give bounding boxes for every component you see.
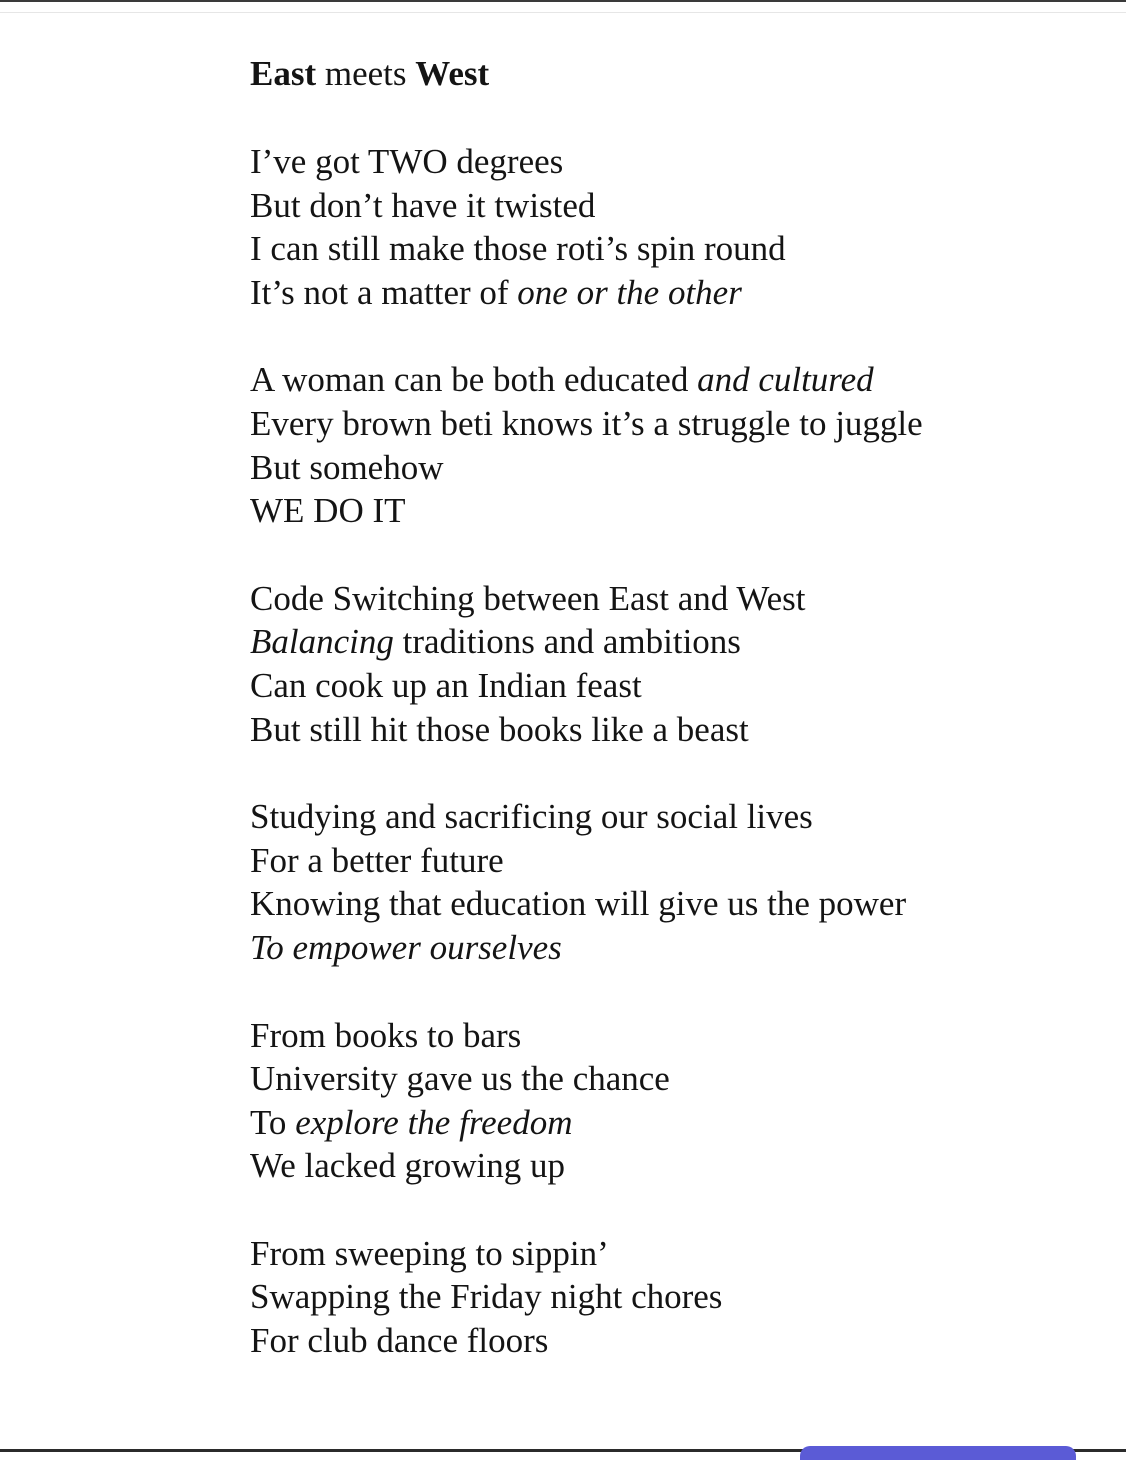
poem-line — [250, 358, 1090, 402]
poem-line — [250, 839, 1090, 883]
line-text: But still hit those books like a beast — [250, 709, 749, 749]
poem-line — [250, 620, 1090, 664]
title-meets: meets — [316, 54, 416, 93]
italic-text: Balancing — [250, 622, 394, 662]
poem-line — [250, 489, 1090, 533]
stanza — [250, 358, 1090, 532]
poem-page — [250, 52, 1090, 1363]
line-text: But don’t have it twisted — [250, 185, 596, 225]
poem-line — [250, 882, 1090, 926]
line-text: Can cook up an Indian feast — [250, 665, 642, 705]
line-text: I can still make those roti’s spin round — [250, 229, 786, 269]
line-text: To — [250, 1102, 296, 1142]
poem-line — [250, 1319, 1090, 1363]
line-text: I’ve got TWO degrees — [250, 142, 564, 181]
line-text: From books to bars — [250, 1015, 522, 1055]
line-text: Studying and sacrificing our social lives — [250, 797, 813, 837]
italic-text: To empower ourselves — [250, 927, 562, 967]
poem-line — [250, 1014, 1090, 1058]
poem-line — [250, 577, 1090, 621]
poem-line — [250, 227, 1090, 271]
poem-line — [250, 708, 1090, 752]
poem-line — [250, 1101, 1090, 1145]
poem-line — [250, 446, 1090, 490]
poem-line — [250, 184, 1090, 228]
top-border — [0, 0, 1126, 2]
title-east: East — [250, 54, 317, 93]
poem-line — [250, 140, 1090, 184]
line-text: Knowing that education will give us the power — [250, 884, 907, 924]
line-text: But somehow — [250, 447, 444, 487]
line-text: From sweeping to sippin’ — [250, 1233, 609, 1273]
poem-title — [250, 52, 1090, 96]
bottom-action-pill[interactable] — [800, 1446, 1076, 1460]
italic-text: and cultured — [697, 360, 874, 400]
poem-line — [250, 271, 1090, 315]
line-text: It’s not a matter of — [250, 272, 518, 312]
poem-line — [250, 1144, 1090, 1188]
stanza — [250, 1232, 1090, 1363]
poem-line — [250, 402, 1090, 446]
line-text: Code Switching between East and West — [250, 578, 806, 618]
line-text: Every brown beti knows it’s a struggle to juggle — [250, 403, 923, 443]
poem-body — [250, 140, 1090, 1363]
stanza — [250, 795, 1090, 969]
poem-line — [250, 1232, 1090, 1276]
line-text: For club dance floors — [250, 1321, 549, 1361]
line-text: University gave us the chance — [250, 1059, 670, 1099]
italic-text: one or the other — [517, 272, 742, 312]
poem-line — [250, 1275, 1090, 1319]
stanza — [250, 577, 1090, 751]
line-text: We lacked growing up — [250, 1146, 565, 1186]
poem-line — [250, 1057, 1090, 1101]
line-text: For a better future — [250, 840, 504, 880]
title-west: West — [415, 54, 490, 93]
italic-text: explore the freedom — [295, 1102, 573, 1142]
line-text: WE DO IT — [250, 491, 406, 531]
line-text: traditions and ambitions — [393, 622, 741, 662]
poem-line — [250, 926, 1090, 970]
line-text: Swapping the Friday night chores — [250, 1277, 723, 1317]
stanza — [250, 1014, 1090, 1188]
poem-line — [250, 664, 1090, 708]
line-text: A woman can be both educated — [250, 360, 698, 400]
stanza — [250, 140, 1090, 314]
page-top-divider — [0, 12, 1126, 13]
poem-line — [250, 795, 1090, 839]
